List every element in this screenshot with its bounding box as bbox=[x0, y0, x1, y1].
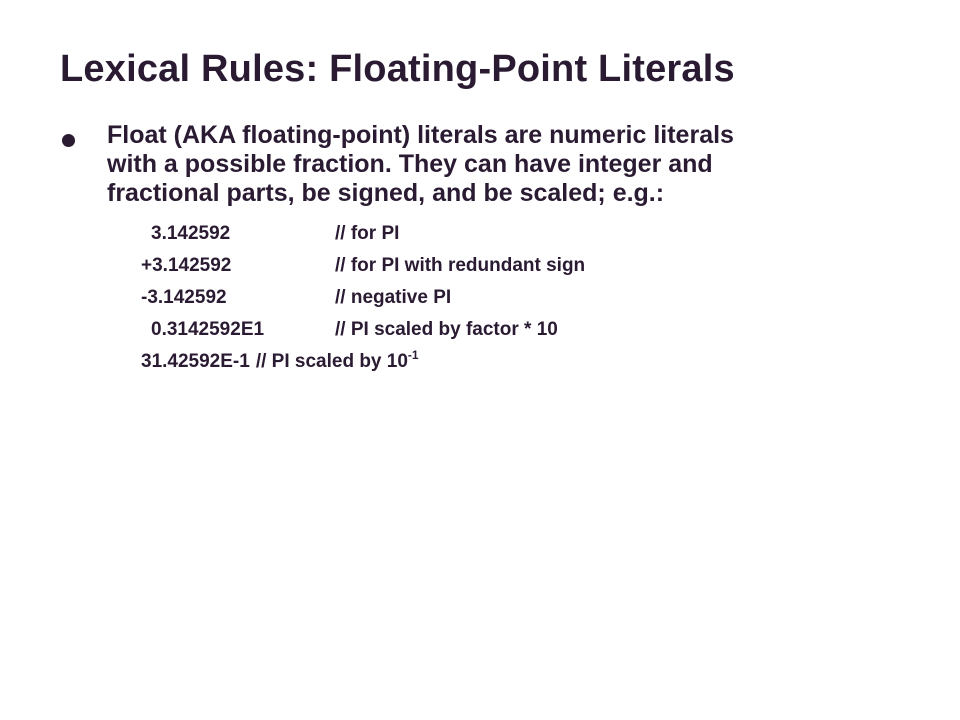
example-literal: 3.142592 bbox=[151, 223, 231, 244]
example-literal: -3.142592 bbox=[141, 287, 227, 308]
bullet-dot-icon bbox=[62, 134, 75, 147]
example-row bbox=[146, 222, 585, 254]
exponent-superscript: -1 bbox=[407, 348, 419, 362]
example-comment: // negative PI bbox=[335, 287, 452, 308]
example-row bbox=[146, 318, 585, 350]
bullet-line: with a possible fraction. They can have integer and bbox=[107, 150, 713, 178]
bullet-line: Float (AKA floating-point) literals are numeric literals bbox=[107, 121, 734, 149]
example-row bbox=[141, 286, 585, 318]
example-literal: 31.42592E-1 bbox=[141, 351, 250, 372]
example-row bbox=[141, 350, 585, 382]
example-row bbox=[141, 254, 586, 286]
example-literal: +3.142592 bbox=[141, 255, 232, 276]
example-list bbox=[141, 222, 586, 382]
example-comment: // for PI with redundant sign bbox=[335, 255, 586, 276]
example-comment: // for PI bbox=[335, 223, 400, 244]
example-comment bbox=[256, 350, 419, 374]
slide-title: Lexical Rules: Floating-Point Literals bbox=[60, 48, 735, 90]
example-comment: // PI scaled by factor * 10 bbox=[335, 319, 558, 340]
example-literal: 0.3142592E1 bbox=[151, 319, 265, 340]
bullet-paragraph bbox=[107, 121, 907, 208]
bullet-line: fractional parts, be signed, and be scaled; e.g.: bbox=[107, 179, 665, 207]
example-comment-text: // PI scaled by 10 bbox=[255, 351, 408, 372]
